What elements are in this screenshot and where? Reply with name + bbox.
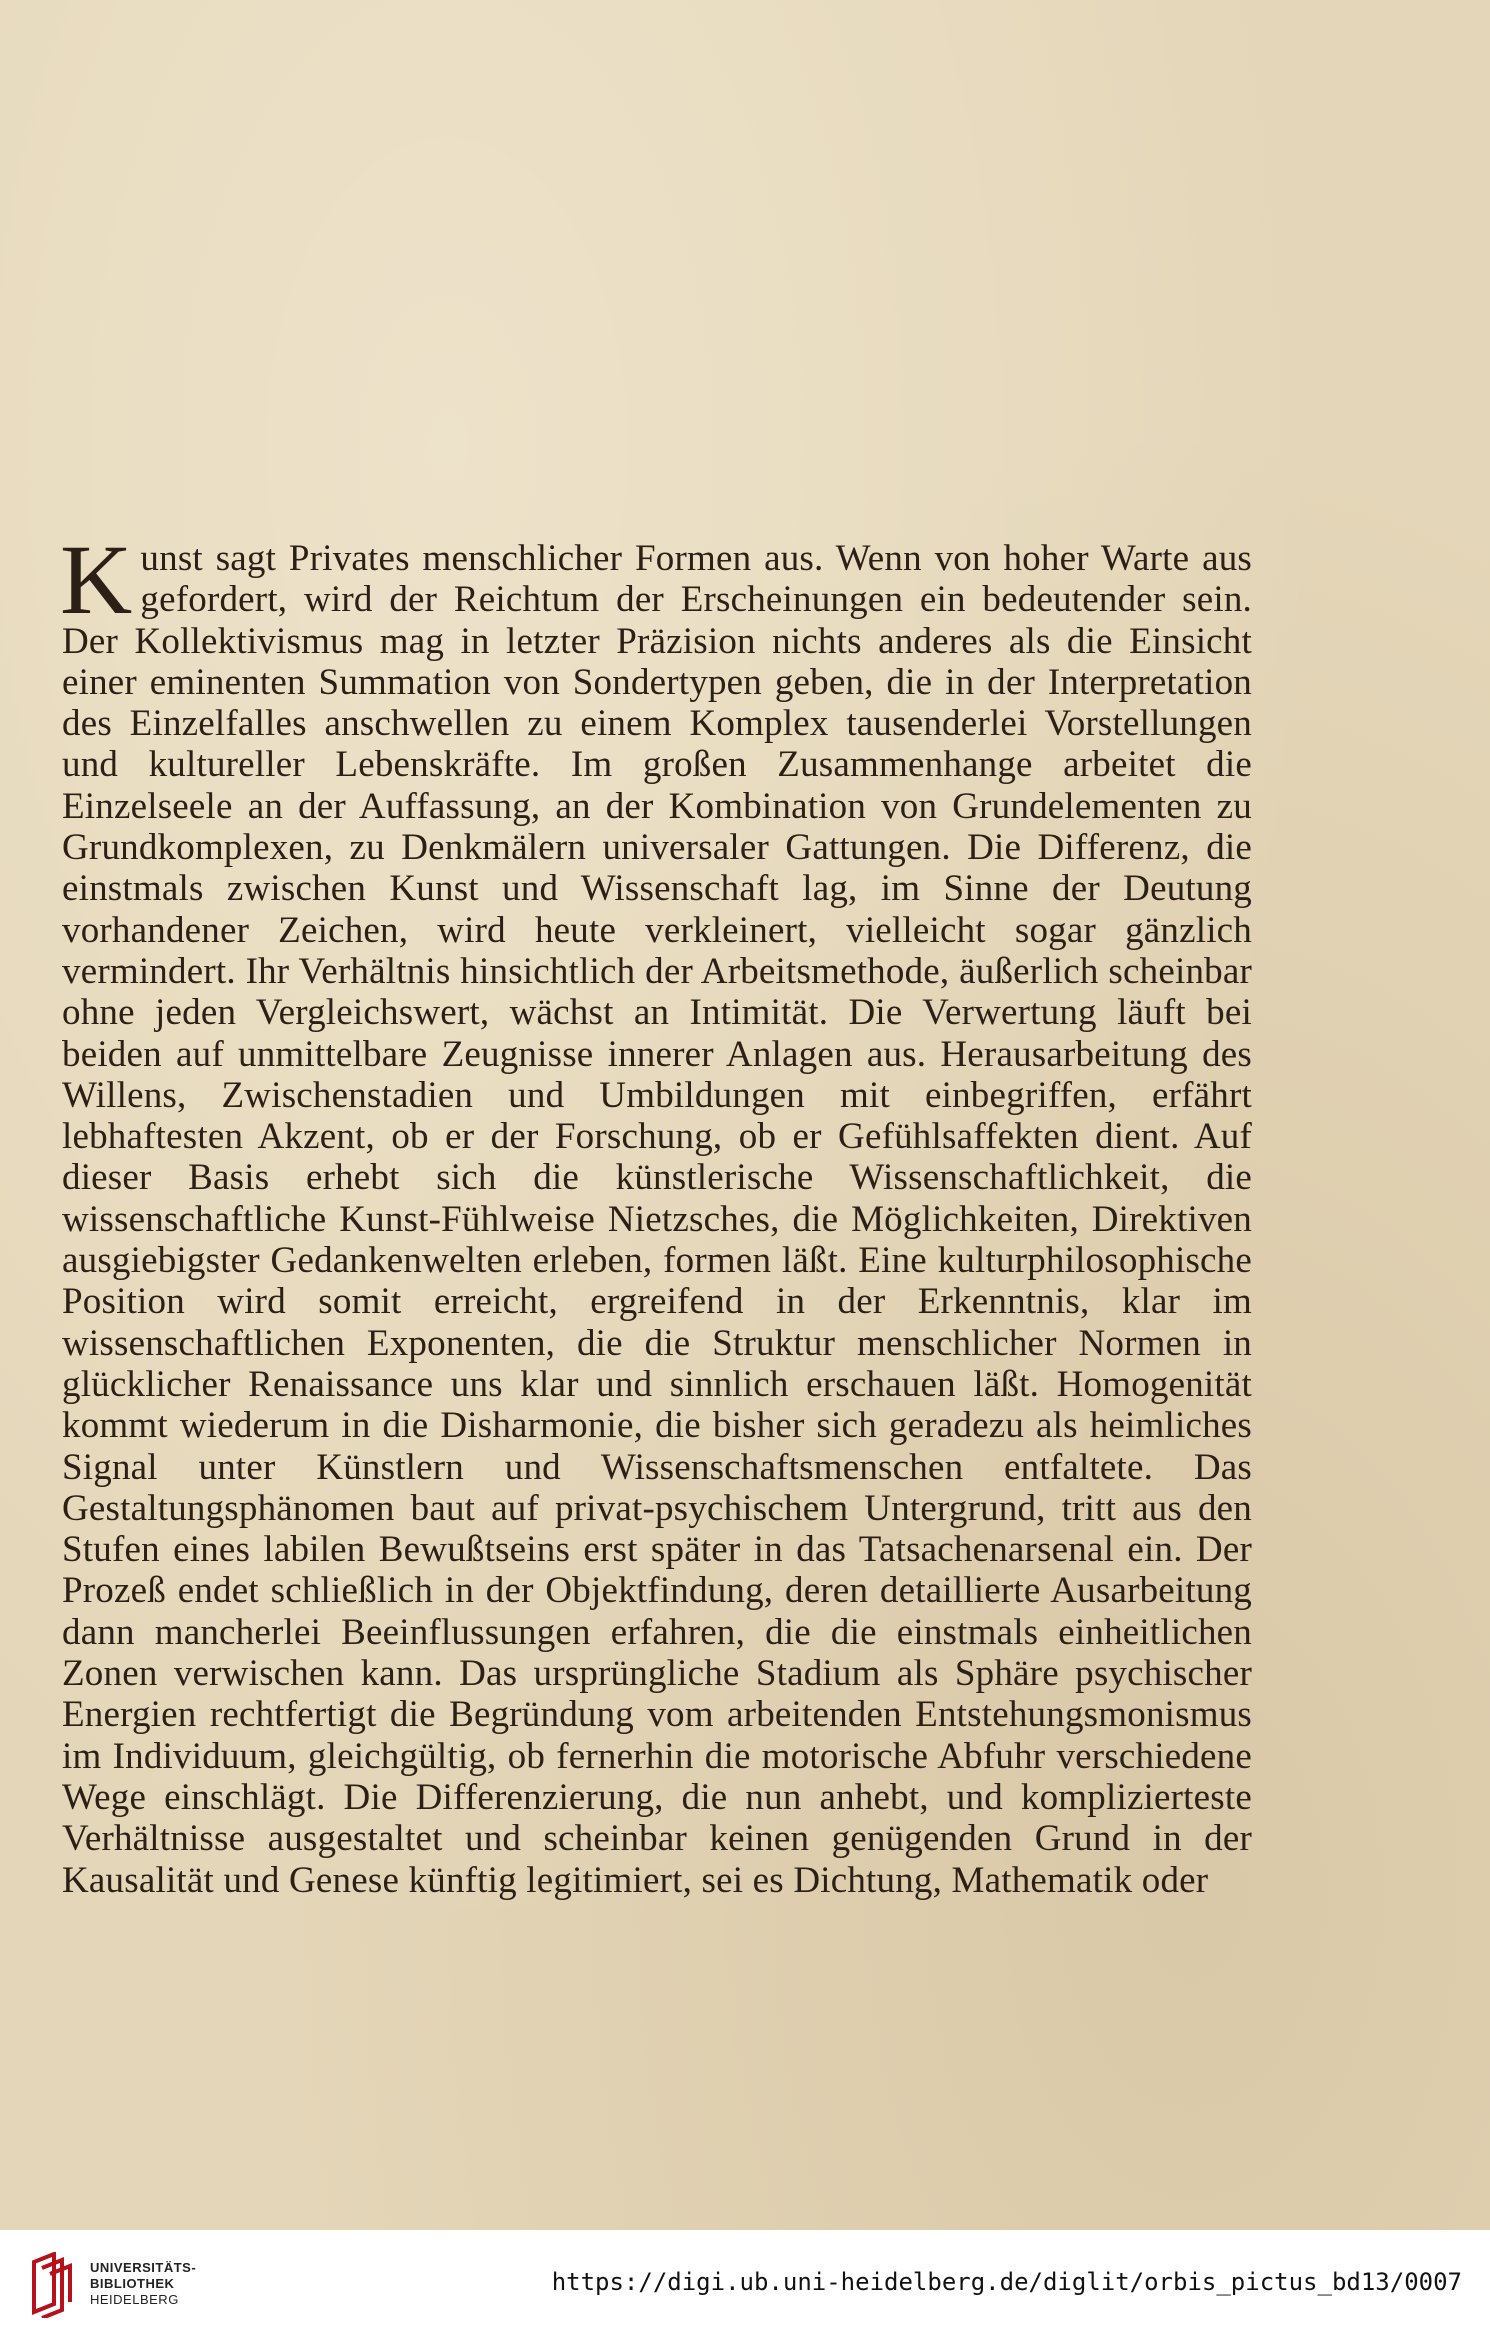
logo-line-1: UNIVERSITÄTS- (90, 2260, 197, 2275)
source-url-link[interactable]: https://digi.ub.uni-heidelberg.de/diglit/orbis_pictus_bd13/0007 (551, 2268, 1462, 2296)
library-logo-text (90, 2260, 196, 2308)
footer-bar (0, 2230, 1490, 2338)
body-text-block (60, 524, 1252, 1901)
body-paragraph: unst sagt Privates menschlicher Formen aus. Wenn von hoher Warte aus gefordert, wird der Reichtum der Erscheinungen ein bedeutender sein. Der Kollektivismus mag in letzter Präzision nichts anderes als die Einsicht einer eminenten Summation von Sondertypen geben, die in der Interpretation des Einzelfalles anschwellen zu einem Komplex tausenderlei Vorstellungen und kultureller Lebenskräfte. Im großen Zusammenhange arbeitet die Einzelseele an der Auffassung, an der Kombination von Grundelementen zu Grundkomplexen, zu Denkmälern universaler Gattungen. Die Differenz, die einstmals zwischen Kunst und Wissenschaft lag, im Sinne der Deutung vorhandener Zeichen, wird heute verkleinert, vielleicht sogar gänzlich vermindert. Ihr Verhältnis hinsichtlich der Arbeitsmethode, äußerlich scheinbar ohne jeden Vergleichswert, wächst an Intimität. Die Verwertung läuft bei beiden auf unmittelbare Zeugnisse innerer Anlagen aus. Herausarbeitung des Willens, Zwischenstadien und Umbildungen mit einbegriffen, erfährt lebhaftesten Akzent, ob er der Forschung, ob er Gefühlsaffekten dient. Auf dieser Basis erhebt sich die künstlerische Wissenschaftlichkeit, die wissenschaftliche Kunst-Fühlweise Nietzsches, die Möglichkeiten, Direktiven ausgiebigster Gedankenwelten erleben, formen läßt. Eine kulturphilosophische Position wird somit erreicht, ergreifend in der Erkenntnis, klar im wissenschaftlichen Exponenten, die die Struktur menschlicher Normen in glücklicher Renaissance uns klar und sinnlich erschauen läßt. Homogenität kommt wiederum in die Disharmonie, die bisher sich geradezu als heimliches Signal unter Künstlern und Wissenschaftsmenschen entfaltete. Das Gestaltungsphänomen baut auf privat-psychischem Untergrund, tritt aus den Stufen eines labilen Bewußtseins erst später in das Tatsachenarsenal ein. Der Prozeß endet schließlich in der Objektfindung, deren detaillierte Ausarbeitung dann mancherlei Beeinflussungen erfahren, die die einstmals einheitlichen Zonen verwischen kann. Das ursprüngliche Stadium als Sphäre psychischer Energien rechtfertigt die Begründung vom arbeitenden Entstehungsmonismus im Individuum, gleichgültig, ob fernerhin die motorische Abfuhr verschiedene Wege einschlägt. Die Differenzierung, die nun anhebt, und komplizierteste Verhältnisse ausgestaltet und scheinbar keinen genügenden Grund in der Kausalität und Genese künftig legitimiert, sei es Dichtung, Mathematik oder (62, 538, 1252, 1901)
logo-line-2: BIBLIOTHEK (90, 2276, 175, 2291)
library-logo-icon (28, 2252, 78, 2318)
logo-line-3: HEIDELBERG (90, 2292, 179, 2307)
drop-cap: K (60, 524, 133, 635)
